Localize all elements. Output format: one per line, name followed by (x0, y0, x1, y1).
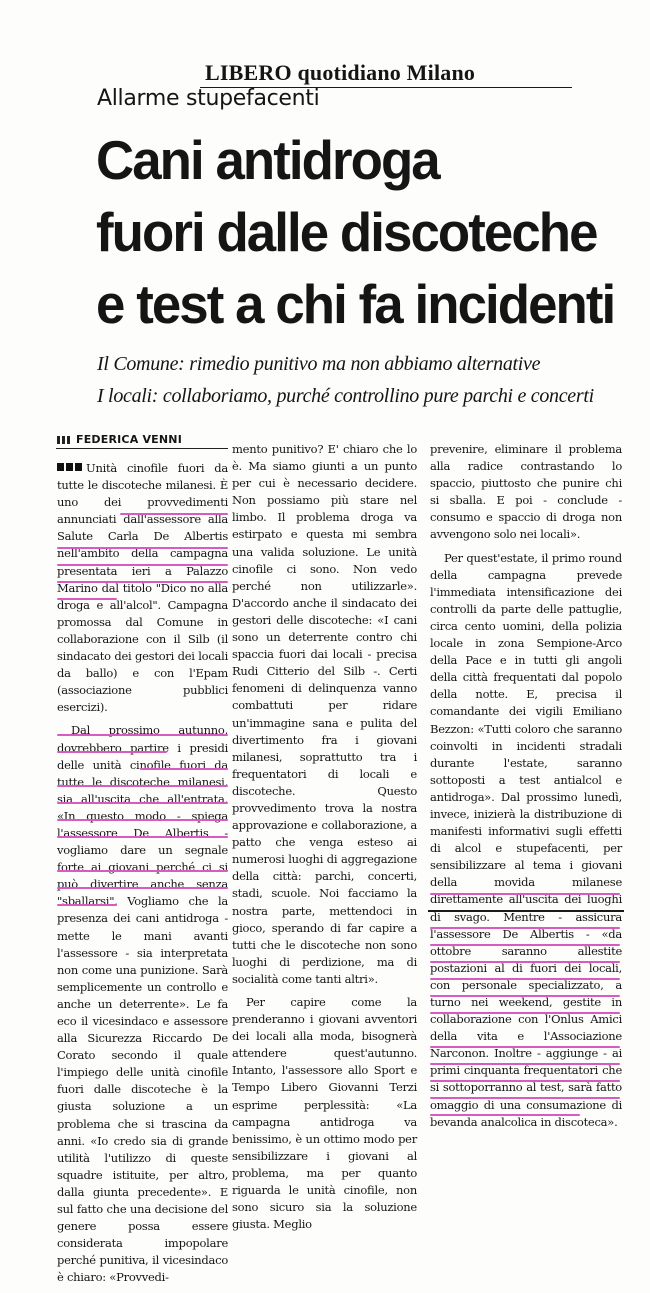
highlight-underline (57, 819, 228, 821)
quote-box-rule (428, 910, 624, 912)
highlight-underline (57, 751, 167, 753)
highlight-underline (57, 870, 228, 872)
highlight-underline (430, 1012, 620, 1014)
highlight-underline (57, 887, 228, 889)
highlight-underline (430, 995, 620, 997)
paragraph: prevenire, eliminare il problema alla radice contrastando lo spaccio, piuttosto che punire chi si sballa. E poi - conclude - consumo e spaccio di droga non avvengono solo nei locali». (430, 442, 622, 542)
paragraph: Per capire come la prenderanno i giovani avventori dei locali alla moda, bisognerà attendere quest'autunno. Intanto, l'assessore allo Sport e Tempo Libero Giovanni Terzi esprime perplessità: «La campagna antidroga va benissimo, è un ottimo modo per sensibilizzare i giovani al problema, ma per quanto riguarda le unità cinofile, non sono sicuro sia la soluzione giusta. Meglio (232, 995, 417, 1232)
highlight-underline (57, 581, 228, 583)
headline-line: Cani antidroga (96, 129, 439, 191)
highlight-underline (57, 547, 228, 549)
paragraph (57, 460, 228, 716)
paragraph: Dal prossimo autunno, dovrebbero partire i presidi delle unità cinofile fuori da tutte le discoteche milanesi, sia all'uscita che all'entrata. «In questo modo - spiega l'assessore De Albertis - vogliamo dare un segnale forte ai giovani perché ci si può divertire anche senza "sballarsi". Vogliamo che la presenza dei cani antidroga - mette le mani avanti l'assessore - sia interpretata non come una punizione. Sarà semplicemente un controllo e anche un deterrente». Le fa eco il vicesindaco e assessore alla Sicurezza Riccardo De Corato secondo il quale l'impiego delle unità cinofile fuori dalle discoteche è la giusta soluzione a un problema che si trascina da anni. «Io credo sia di grande utilità l'utilizzo di queste squadre istituite, per altro, dalla giunta precedente». E sul fatto che una decisione del genere possa essere considerata impopolare perché punitiva, il vicesindaco è chiaro: «Provvedi- (57, 723, 228, 1285)
subheadline (97, 348, 647, 412)
byline (57, 433, 182, 446)
highlight-underline (430, 1114, 580, 1116)
highlight-underline (57, 785, 228, 787)
paragraph: Per quest'estate, il primo round della campagna prevede l'immediata intensificazione dei controlli da parte delle pattuglie, circa cento uomini, della polizia locale in zona Sempione-Arco della Pace e in tutti gli angoli della città frequentati dal popolo della notte. E, precisa il comandante dei vigili Emiliano Bezzon: «Tutti coloro che saranno coinvolti in incidenti stradali durante l'estate, saranno sottoposti a test antialcol e antidroga». Dal prossimo lunedì, invece, inizierà la distribuzione di manifesti informativi sugli effetti di alcol e stupefacenti, per sensibilizzare al tema i giovani della movida milanese direttamente all'uscita dei luoghi di svago. Mentre - assicura l'assessore De Albertis - «da ottobre saranno allestite postazioni al di fuori dei locali, con personale specializzato, a turno nei weekend, gestite in collaborazione con l'Onlus Amici della vita e l'Associazione Narconon. Inoltre - aggiunge - ai primi cinquanta frequentatori che si sottoporranno al test, sarà fatto omaggio di una consumazione di bevanda analcolica in discoteca». (430, 550, 622, 1129)
headline (96, 124, 626, 340)
headline-line: fuori dalle discoteche (96, 201, 597, 263)
subheadline-line: I locali: collaboriamo, purché controllino pure parchi e concerti (97, 385, 594, 407)
highlight-underline (57, 598, 117, 600)
highlight-underline (430, 1097, 620, 1099)
highlight-underline (430, 1080, 620, 1082)
highlight-underline (430, 927, 620, 929)
highlight-underline (57, 836, 228, 838)
kicker: Allarme stupefacenti (97, 86, 320, 111)
newspaper-masthead: LIBERO quotidiano Milano (205, 60, 476, 85)
lead-marker-icon (57, 463, 82, 471)
highlight-underline (430, 893, 620, 895)
subheadline-line: Il Comune: rimedio punitivo ma non abbiamo alternative (97, 353, 541, 375)
highlight-underline (140, 768, 228, 770)
highlight-underline (57, 904, 117, 906)
paragraph: mento punitivo? E' chiaro che lo è. Ma siamo giunti a un punto per cui è necessario decidere. Non possiamo più stare nel limbo. Il problema droga va estirpato e questa mi sembra una valida soluzione. Le unità cinofile ci sono. Non vedo perché non utilizzarle». D'accordo anche il sindacato dei gestori delle discoteche: «I cani sono un deterrente contro chi spaccia fuori dai locali - precisa Rudi Citterio del Silb -. Certi fenomeni di delinquenza vanno combattuti per ridare un'immagine sana e pulita del divertimento fra i giovani milanesi, soprattutto tra i frequentatori di locali e discoteche. Questo provvedimento trova la nostra approvazione e collaborazione, a patto che venga esteso ai numerosi luoghi di aggregazione della città: parchi, concerti, stadi, scuole. Noi facciamo la nostra parte, mettendoci in gioco, sperando di far capire a tutti che le discoteche non sono luoghi di perdizione, ma di socialità come tanti altri». (232, 442, 417, 986)
byline-marker-icon (57, 436, 71, 444)
headline-line: e test a chi fa incidenti (96, 273, 615, 335)
highlight-underline (430, 944, 620, 946)
byline-rule (56, 448, 228, 449)
highlight-underline (430, 961, 620, 963)
highlight-underline (57, 564, 228, 566)
highlight-underline (120, 513, 228, 515)
highlight-underline (430, 1046, 620, 1048)
highlight-underline (57, 734, 228, 736)
article-column-2 (232, 441, 417, 1239)
highlight-underline (57, 802, 228, 804)
byline-author: FEDERICA VENNI (76, 433, 182, 446)
highlight-underline (430, 978, 620, 980)
article-column-1 (57, 460, 228, 1293)
paragraph-text: Unità cinofile fuori da tutte le discoteche milanesi. È uno dei provvedimenti annunciati dall'assessore alla Salute Carla De Albertis nell'ambito della campagna presentata ieri a Palazzo Marino dal titolo "Dico no alla droga e all'alcol". Campagna promossa dal Comune in collaborazione con il Silb (il sindacato dei gestori dei locali da ballo) e con l'Epam (associazione pubblici esercizi). (57, 461, 228, 715)
article-column-3 (430, 441, 622, 1137)
highlight-underline (430, 1063, 620, 1065)
